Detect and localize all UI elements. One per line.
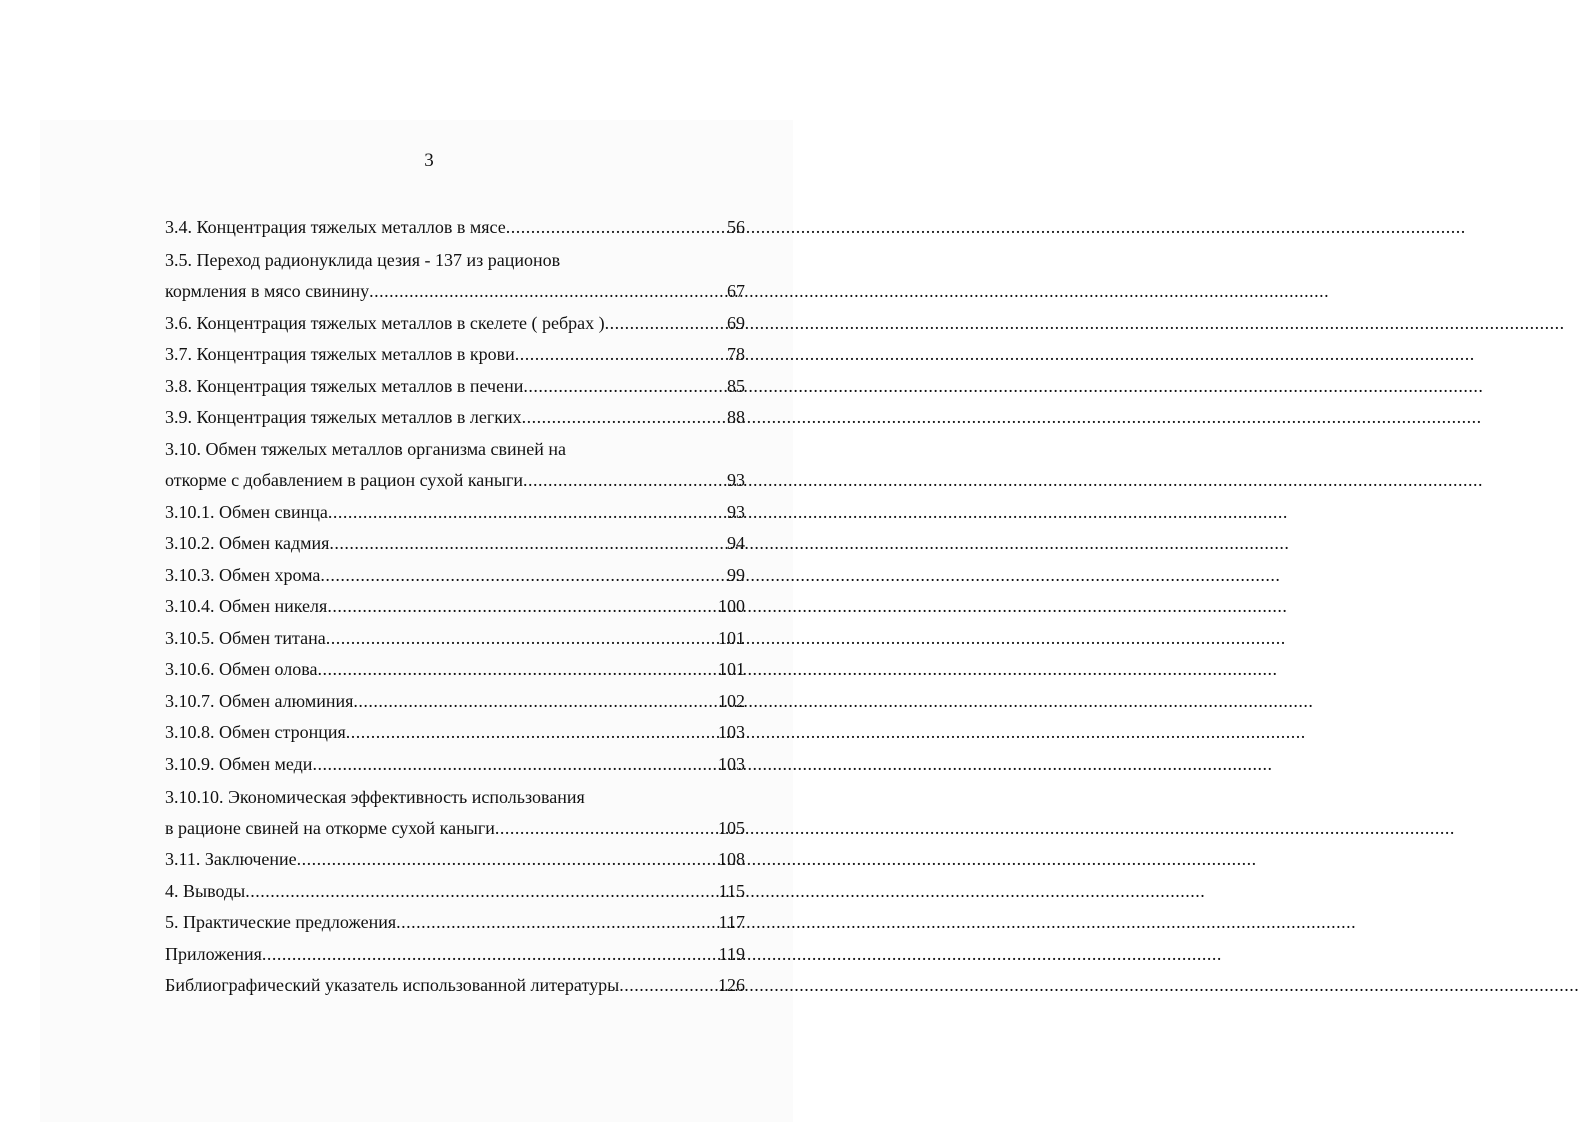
dot-leader	[312, 750, 1272, 778]
dot-leader	[318, 655, 1278, 683]
dot-leader	[326, 624, 1286, 652]
toc-entry-title: 3.6. Концентрация тяжелых металлов в скелете ( ребрах )	[165, 313, 605, 333]
dot-leader	[369, 277, 1329, 305]
toc-entry-title: Приложения	[165, 944, 262, 964]
dot-leader	[506, 213, 1466, 241]
toc-entry-title: 3.7. Концентрация тяжелых металлов в крови	[165, 344, 515, 364]
dot-leader	[522, 403, 1482, 431]
toc-entry-title: 5. Практические предложения	[165, 912, 397, 932]
dot-leader	[353, 687, 1313, 715]
toc-entry-page: 103	[718, 754, 745, 774]
toc-entry-title: 3.9. Концентрация тяжелых металлов в легких	[165, 407, 522, 427]
toc-entry-page: 85	[727, 376, 745, 396]
toc-entry	[165, 814, 702, 842]
toc-entry	[165, 529, 702, 557]
toc-entry	[165, 750, 702, 778]
toc-entry	[165, 718, 702, 746]
dot-leader	[328, 498, 1288, 526]
dot-leader	[329, 529, 1289, 557]
toc-entry-title: Библиографический указатель использованной литературы	[165, 975, 620, 995]
toc-entry	[165, 372, 702, 400]
toc-entry-page: 88	[727, 407, 745, 427]
toc-entry	[165, 498, 702, 526]
toc-entry-title: 3.10.9. Обмен меди	[165, 754, 313, 774]
toc-entry-page: 67	[727, 281, 745, 301]
toc-entry	[165, 877, 702, 905]
toc-entry	[165, 246, 702, 274]
toc-entry-title: 3.5. Переход радионуклида цезия - 137 из рационов	[165, 250, 561, 270]
toc-entry-page: 101	[718, 628, 745, 648]
dot-leader	[495, 814, 1455, 842]
dot-leader	[297, 845, 1257, 873]
toc-entry-title: 3.10.7. Обмен алюминия	[165, 691, 354, 711]
toc-entry-title: 3.10.2. Обмен кадмия	[165, 533, 330, 553]
toc-entry	[165, 309, 702, 337]
toc-entry-page: 105	[718, 818, 745, 838]
toc-entry-title: откорме с добавлением в рацион сухой каныги	[165, 470, 524, 490]
toc-entry-page: 93	[727, 470, 745, 490]
toc-entry	[165, 845, 702, 873]
toc-entry-title: 3.4. Концентрация тяжелых металлов в мясе	[165, 217, 506, 237]
toc-entry-page: 94	[727, 533, 745, 553]
toc-entry	[165, 340, 702, 368]
toc-entry	[165, 655, 702, 683]
toc-entry-title: 3.10.5. Обмен титана	[165, 628, 326, 648]
toc-entry-title: 3.10.1. Обмен свинца	[165, 502, 328, 522]
toc-entry-page: 108	[718, 849, 745, 869]
toc-entry-title: кормления в мясо свинину	[165, 281, 370, 301]
toc-entry	[165, 940, 702, 968]
toc-entry-page	[705, 246, 745, 274]
toc-entry-title: 3.10. Обмен тяжелых металлов организма свиней на	[165, 439, 566, 459]
toc-entry-page: 93	[727, 502, 745, 522]
toc-entry-page: 69	[727, 313, 745, 333]
page-number: 3	[424, 150, 434, 171]
toc-entry	[165, 277, 702, 305]
dot-leader	[327, 592, 1287, 620]
toc-entry-title: 3.8. Концентрация тяжелых металлов в печени	[165, 376, 524, 396]
dot-leader	[515, 340, 1475, 368]
toc-entry-page: 56	[727, 217, 745, 237]
toc-entry-title: 3.10.6. Обмен олова	[165, 659, 318, 679]
toc-entry-title: 3.10.4. Обмен никеля	[165, 596, 328, 616]
toc-entry	[165, 213, 702, 241]
toc-entry	[165, 592, 702, 620]
toc-entry	[165, 908, 702, 936]
dot-leader	[523, 372, 1483, 400]
toc-entry-title: 4. Выводы	[165, 881, 246, 901]
toc-entry	[165, 624, 702, 652]
toc-entry	[165, 971, 702, 999]
toc-entry	[165, 435, 702, 463]
dot-leader	[523, 466, 1483, 494]
toc-entry-page	[705, 435, 745, 463]
toc-entry-page: 103	[718, 722, 745, 742]
dot-leader	[346, 718, 1306, 746]
toc-entry-page: 119	[718, 944, 745, 964]
toc-entry-page: 117	[718, 912, 745, 932]
dot-leader	[396, 908, 1356, 936]
toc-entry-page: 99	[727, 565, 745, 585]
toc-entry	[165, 783, 702, 811]
toc-entry-title: в рационе свиней на откорме сухой каныги	[165, 818, 495, 838]
toc-entry	[165, 466, 702, 494]
toc-entry-title: 3.10.10. Экономическая эффективность использования	[165, 787, 585, 807]
toc-entry-page: 102	[718, 691, 745, 711]
toc-entry-page: 101	[718, 659, 745, 679]
toc-entry	[165, 561, 702, 589]
toc-entry-page	[705, 783, 745, 811]
dot-leader	[619, 971, 1579, 999]
toc-entry-page: 100	[718, 596, 745, 616]
dot-leader	[320, 561, 1280, 589]
toc-entry-page: 126	[718, 975, 745, 995]
dot-leader	[605, 309, 1565, 337]
toc-entry-title: 3.10.3. Обмен хрома	[165, 565, 321, 585]
toc-entry	[165, 687, 702, 715]
toc-entry-title: 3.11. Заключение	[165, 849, 297, 869]
toc-entry-title: 3.10.8. Обмен стронция	[165, 722, 346, 742]
toc-entry-page: 78	[727, 344, 745, 364]
toc-entry-page: 115	[718, 881, 745, 901]
toc-entry	[165, 403, 702, 431]
